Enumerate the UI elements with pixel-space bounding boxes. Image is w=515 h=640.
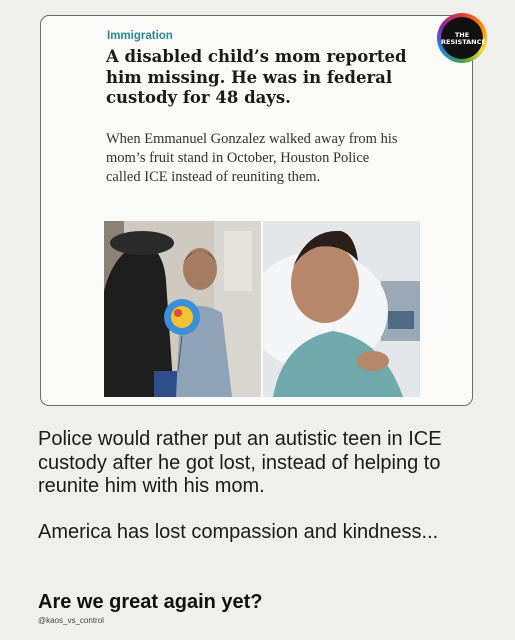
- article-dek: When Emmanuel Gonzalez walked away from his mom’s fruit stand in October, Houston Police called ICE instead of reuniting them.: [106, 131, 398, 185]
- badge-text: [441, 31, 486, 46]
- photo-mother-and-son-illustration: [104, 221, 261, 397]
- photo-hospital-bed-illustration: [263, 221, 420, 397]
- caption-paragraph-1: Police would rather put an autistic teen in ICE custody after he got lost, instead of helping to reunite him with his mom.: [38, 428, 442, 497]
- badge-line2: RESISTANCE: [441, 38, 486, 46]
- badge-line1: THE: [454, 31, 470, 39]
- author-handle: @kaos_vs_control: [38, 616, 104, 625]
- article-headline: A disabled child’s mom reported him missing. He was in federal custody for 48 days.: [106, 47, 407, 107]
- resistance-badge-logo: [437, 13, 487, 63]
- article-category: Immigration: [107, 30, 173, 42]
- badge-inner: [441, 17, 486, 59]
- article-card[interactable]: [40, 15, 473, 406]
- photo-hospital-bed: [263, 221, 420, 397]
- caption-paragraph-2: America has lost compassion and kindness...: [38, 521, 439, 543]
- caption-punchline: Are we great again yet?: [38, 591, 263, 613]
- photo-mother-and-son: [104, 221, 261, 397]
